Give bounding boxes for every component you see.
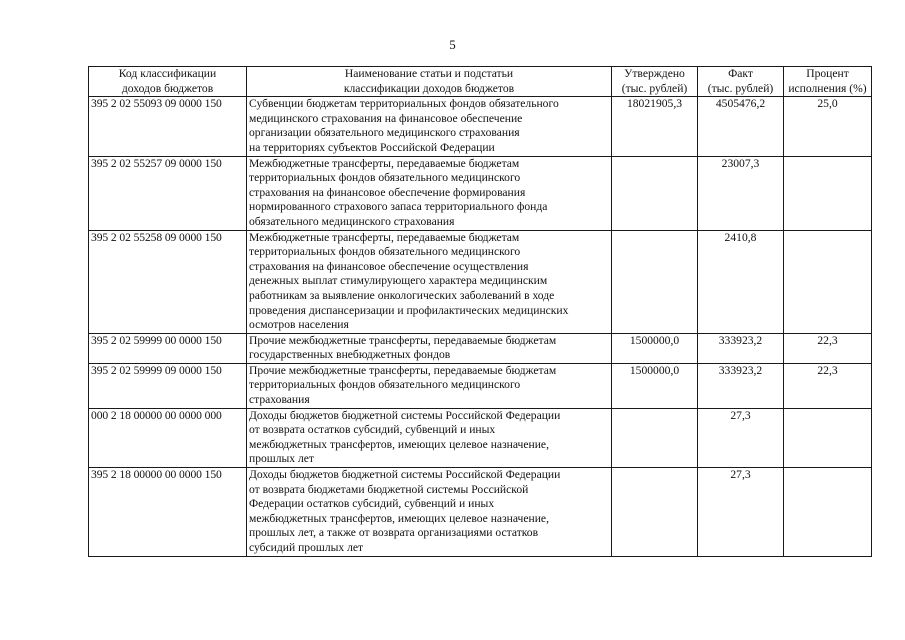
row-code: 395 2 18 00000 00 0000 150 bbox=[89, 468, 247, 557]
row-fact: 23007,3 bbox=[698, 156, 784, 230]
row-name-line: работникам за выявление онкологических заболеваний в ходе bbox=[249, 288, 555, 302]
row-approved: 1500000,0 bbox=[612, 333, 698, 363]
row-percent bbox=[784, 408, 872, 467]
row-name-line: организации обязательного медицинского страхования bbox=[249, 126, 520, 140]
row-fact: 333923,2 bbox=[698, 363, 784, 408]
row-name-line: Доходы бюджетов бюджетной системы Российской Федерации bbox=[249, 408, 561, 422]
row-name bbox=[247, 156, 612, 230]
row-name-line: проведения диспансеризации и профилактических медицинских bbox=[249, 303, 569, 317]
row-percent: 25,0 bbox=[784, 97, 872, 156]
row-name-line: Субвенции бюджетам территориальных фондов обязательного bbox=[249, 97, 559, 111]
row-code: 395 2 02 55093 09 0000 150 bbox=[89, 97, 247, 156]
header-approved-line: (тыс. рублей) bbox=[621, 81, 688, 95]
header-fact-line: (тыс. рублей) bbox=[707, 81, 774, 95]
row-name-line: Федерации остатков субсидий, субвенций и иных bbox=[249, 497, 495, 511]
row-name-line: осмотров населения bbox=[249, 318, 349, 332]
row-approved bbox=[612, 156, 698, 230]
row-name bbox=[247, 408, 612, 467]
row-name-line: страхования на финансовое обеспечение формирования bbox=[249, 185, 526, 199]
header-fact bbox=[698, 67, 784, 97]
table-header-row bbox=[89, 67, 872, 97]
row-approved bbox=[612, 468, 698, 557]
row-name-line: прошлых лет, а также от возврата организациями остатков bbox=[249, 526, 539, 540]
row-fact: 4505476,2 bbox=[698, 97, 784, 156]
row-code: 395 2 02 59999 00 0000 150 bbox=[89, 333, 247, 363]
row-code: 395 2 02 59999 09 0000 150 bbox=[89, 363, 247, 408]
row-percent bbox=[784, 156, 872, 230]
row-name-line: территориальных фондов обязательного медицинского bbox=[249, 171, 521, 185]
row-approved: 1500000,0 bbox=[612, 363, 698, 408]
row-name-line: Доходы бюджетов бюджетной системы Российской Федерации bbox=[249, 468, 561, 482]
row-code: 000 2 18 00000 00 0000 000 bbox=[89, 408, 247, 467]
row-name-line: медицинского страхования на финансовое обеспечение bbox=[249, 111, 523, 125]
row-name-line: субсидий прошлых лет bbox=[249, 541, 364, 554]
row-name bbox=[247, 333, 612, 363]
row-fact: 2410,8 bbox=[698, 230, 784, 333]
row-name-line: нормированного страхового запаса территориального фонда bbox=[249, 200, 548, 214]
row-name bbox=[247, 97, 612, 156]
row-name-line: территориальных фондов обязательного медицинского bbox=[249, 378, 521, 392]
table-row bbox=[89, 156, 872, 230]
table-row bbox=[89, 97, 872, 156]
row-code: 395 2 02 55257 09 0000 150 bbox=[89, 156, 247, 230]
row-code: 395 2 02 55258 09 0000 150 bbox=[89, 230, 247, 333]
row-name-line: Межбюджетные трансферты, передаваемые бюджетам bbox=[249, 156, 520, 170]
header-percent bbox=[784, 67, 872, 97]
row-approved: 18021905,3 bbox=[612, 97, 698, 156]
row-percent bbox=[784, 230, 872, 333]
row-name-line: Прочие межбюджетные трансферты, передаваемые бюджетам bbox=[249, 333, 557, 347]
budget-revenue-table bbox=[88, 66, 872, 557]
row-name-line: от возврата бюджетами бюджетной системы Российской bbox=[249, 482, 529, 496]
header-percent-line: исполнения (%) bbox=[788, 81, 867, 95]
header-fact-line: Факт bbox=[728, 67, 753, 80]
row-name-line: денежных выплат стимулирующего характера медицинским bbox=[249, 274, 548, 288]
row-name-line: страхования на финансовое обеспечение осуществления bbox=[249, 259, 529, 273]
table-row bbox=[89, 333, 872, 363]
row-fact: 27,3 bbox=[698, 408, 784, 467]
row-name-line: прошлых лет bbox=[249, 452, 314, 466]
row-percent: 22,3 bbox=[784, 333, 872, 363]
table-row bbox=[89, 468, 872, 557]
row-approved bbox=[612, 408, 698, 467]
header-approved bbox=[612, 67, 698, 97]
row-name-line: Межбюджетные трансферты, передаваемые бюджетам bbox=[249, 230, 520, 244]
table-row bbox=[89, 230, 872, 333]
page-number: 5 bbox=[449, 37, 456, 52]
row-name-line: обязательного медицинского страхования bbox=[249, 214, 455, 228]
row-fact: 333923,2 bbox=[698, 333, 784, 363]
header-code-line: доходов бюджетов bbox=[121, 81, 214, 95]
header-approved-line: Утверждено bbox=[624, 67, 685, 80]
row-fact: 27,3 bbox=[698, 468, 784, 557]
header-name-line: Наименование статьи и подстатьи bbox=[344, 67, 514, 80]
row-percent: 22,3 bbox=[784, 363, 872, 408]
row-name-line: страхования bbox=[249, 393, 310, 407]
header-name-line: классификации доходов бюджетов bbox=[343, 81, 515, 95]
header-name bbox=[247, 67, 612, 97]
row-approved bbox=[612, 230, 698, 333]
row-name-line: от возврата остатков субсидий, субвенций и иных bbox=[249, 423, 496, 437]
header-code-line: Код классификации bbox=[118, 67, 217, 80]
row-percent bbox=[784, 468, 872, 557]
row-name-line: межбюджетных трансфертов, имеющих целевое назначение, bbox=[249, 511, 549, 525]
row-name-line: государственных внебюджетных фондов bbox=[249, 348, 451, 362]
row-name bbox=[247, 468, 612, 557]
row-name-line: на территориях субъектов Российской Федерации bbox=[249, 140, 495, 154]
table-row bbox=[89, 408, 872, 467]
row-name bbox=[247, 363, 612, 408]
row-name-line: Прочие межбюджетные трансферты, передаваемые бюджетам bbox=[249, 363, 557, 377]
row-name-line: территориальных фондов обязательного медицинского bbox=[249, 245, 521, 259]
row-name-line: межбюджетных трансфертов, имеющих целевое назначение, bbox=[249, 437, 549, 451]
table-row bbox=[89, 363, 872, 408]
header-code bbox=[89, 67, 247, 97]
row-name bbox=[247, 230, 612, 333]
header-percent-line: Процент bbox=[806, 67, 849, 80]
